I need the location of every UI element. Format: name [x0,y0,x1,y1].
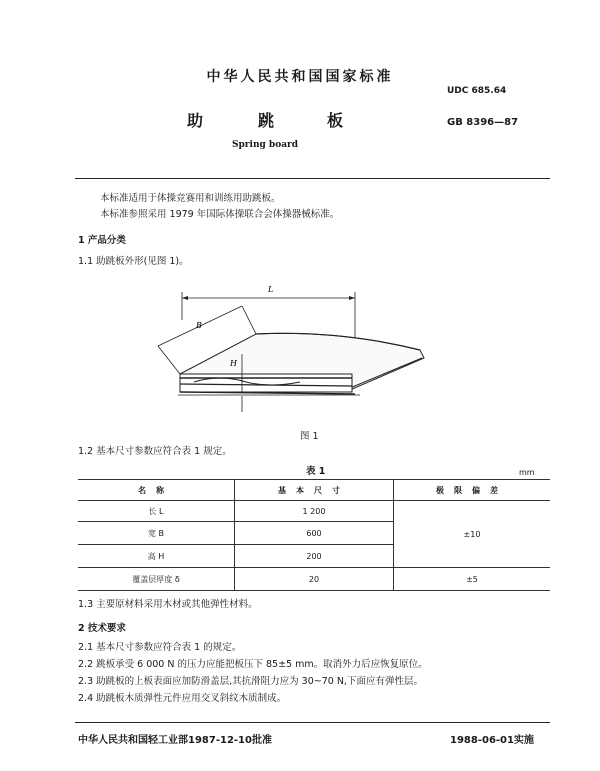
row-name-width: 宽 B [78,522,235,545]
item-1-3: 1.3 主要原材料采用木材或其他弹性材料。 [78,599,258,610]
footer-issuer: 中华人民共和国轻工业部1987-12-10批准 [78,735,272,746]
spring-board-figure [150,278,440,428]
board-base [180,374,352,392]
section-2-heading: 2 技术要求 [78,623,126,634]
table-caption: 表 1 [306,466,326,477]
intro-line-2: 本标准参照采用 1979 年国际体操联合会体操器械标准。 [100,209,340,220]
header-tolerance: 极限偏差 [394,480,551,501]
item-2-1: 2.1 基本尺寸参数应符合表 1 的规定。 [78,642,242,653]
standard-title: 中华人民共和国国家标准 [206,69,394,85]
doc-title-char-3: 板 [327,111,344,130]
udc-code: UDC 685.64 [447,86,507,96]
item-1-2: 1.2 基本尺寸参数应符合表 1 规定。 [78,446,232,457]
table-row [78,501,550,522]
intro-line-1: 本标准适用于体操竞赛用和训练用助跳板。 [100,193,281,204]
label-l: L [268,285,274,294]
dim-ext-b-left [158,346,180,374]
figure-caption: 图 1 [300,431,319,442]
arrowhead-l-left [182,296,188,300]
row-value-cover: 20 [235,568,394,591]
label-h: H [230,359,237,368]
doc-title-char-2: 跳 [258,111,275,130]
item-2-2: 2.2 跳板承受 6 000 N 的压力应能把板压下 85±5 mm。取消外力后应恢复原位。 [78,659,428,670]
table-unit: mm [519,468,535,477]
table-row [78,568,550,591]
row-value-length: 1 200 [235,501,394,522]
english-title: Spring board [232,140,299,150]
row-name-height: 高 H [78,545,235,568]
row-name-cover: 覆盖层厚度 δ [78,568,235,591]
table-header-row [78,480,550,501]
gb-number: GB 8396—87 [447,117,519,128]
footer-rule [75,722,550,723]
doc-title-char-1: 助 [187,111,204,130]
tolerance-cover: ±5 [394,568,551,591]
item-1-1: 1.1 助跳板外形(见图 1)。 [78,256,189,267]
footer-effective: 1988-06-01实施 [450,735,534,746]
header-name: 名称 [78,480,235,501]
tolerance-main: ±10 [394,501,551,568]
header-basic-size: 基本尺寸 [235,480,394,501]
header-rule [75,178,550,179]
section-1-heading: 1 产品分类 [78,235,126,246]
arrowhead-l-right [349,296,355,300]
label-b: B [196,321,202,330]
row-name-length: 长 L [78,501,235,522]
dim-ext-b-right [242,306,256,334]
spec-table [78,479,550,591]
item-2-3: 2.3 助跳板的上板表面应加防滑盖层,其抗滑阻力应为 30~70 N,下面应有弹性层。 [78,676,423,687]
row-value-height: 200 [235,545,394,568]
row-value-width: 600 [235,522,394,545]
item-2-4: 2.4 助跳板木质弹性元件应用交叉斜纹木质制成。 [78,693,287,704]
